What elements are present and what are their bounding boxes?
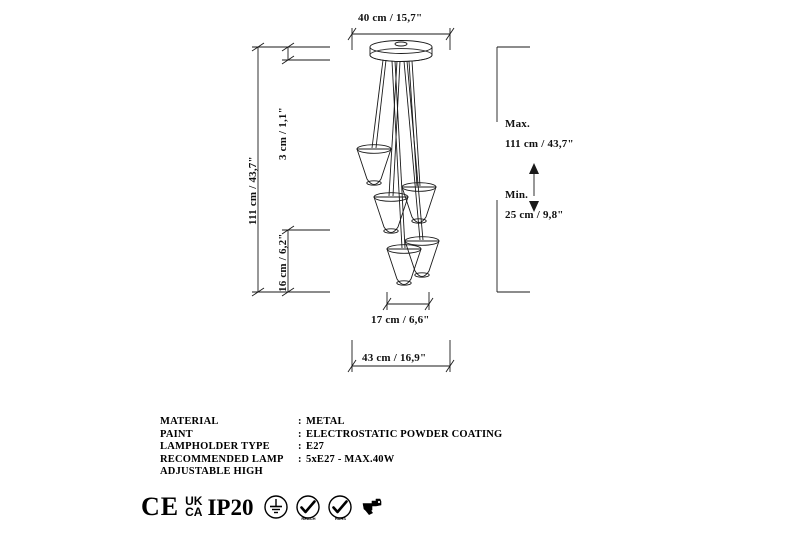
spec-key: MATERIAL — [160, 416, 219, 427]
dimension-label-overall-width: 43 cm / 16,9" — [362, 352, 427, 364]
table-row — [160, 441, 502, 454]
spec-key: PAINT — [160, 428, 193, 440]
ce-mark-icon: CE — [141, 492, 180, 521]
spec-key: LAMPHOLDER TYPE — [160, 441, 270, 452]
spec-key: ADJUSTABLE HIGH — [160, 466, 263, 477]
ukca-line-2: CA — [185, 505, 203, 519]
spec-value: E27 — [306, 441, 325, 452]
dimension-label-canopy-height: 3 cm / 1,1" — [277, 107, 289, 160]
table-row — [160, 454, 502, 467]
reach-caption: REACH — [301, 516, 316, 521]
table-row — [160, 429, 502, 442]
table-row — [160, 416, 502, 429]
dimension-label-top-width: 40 cm / 15,7" — [358, 12, 423, 24]
dimension-label-total-height: 111 cm / 43,7" — [247, 156, 259, 225]
spec-separator: : — [298, 416, 302, 427]
rohs-caption: RoHS — [335, 516, 346, 521]
spec-value: METAL — [306, 416, 345, 427]
spec-value: 5xE27 - MAX.40W — [306, 453, 395, 465]
ukca-mark-icon — [185, 496, 202, 518]
spec-separator: : — [298, 441, 302, 452]
certification-row — [141, 492, 391, 522]
adjust-max-label: Max. — [505, 118, 530, 130]
adjust-min-label: Min. — [505, 189, 529, 201]
ukca-line-1: UK — [185, 494, 203, 508]
ip-rating-label: IP20 — [207, 494, 254, 520]
spec-key: RECOMMENDED LAMP — [160, 453, 284, 465]
spec-separator: : — [298, 428, 302, 440]
spec-value: ELECTROSTATIC POWDER COATING — [306, 428, 503, 440]
earth-ground-icon — [263, 494, 289, 520]
spec-separator: : — [298, 453, 302, 465]
rohs-icon — [327, 494, 353, 520]
dimension-label-shade-width: 17 cm / 6,6" — [371, 314, 430, 326]
dimension-label-cluster-height: 16 cm / 6,2" — [277, 233, 289, 292]
adjust-min-value: 25 cm / 9,8" — [505, 209, 564, 221]
specification-table — [160, 416, 590, 479]
reach-icon — [295, 494, 321, 520]
spec-value — [306, 466, 502, 479]
table-row — [160, 466, 502, 479]
assembly-tool-icon — [359, 494, 385, 520]
adjust-max-value: 111 cm / 43,7" — [505, 138, 574, 150]
spec-separator — [298, 466, 306, 479]
